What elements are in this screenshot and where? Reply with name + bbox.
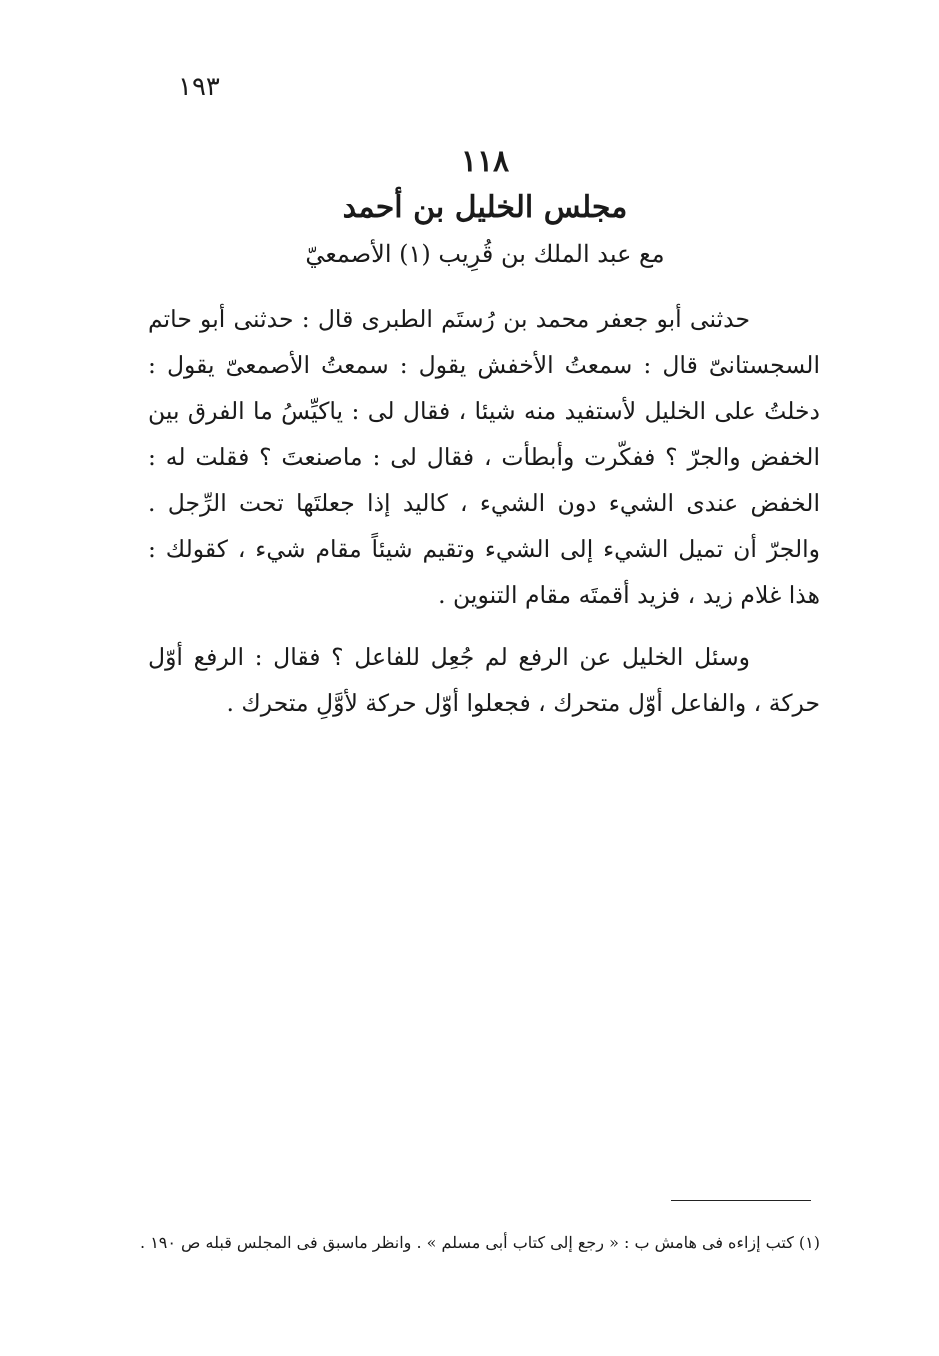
page-number: ١٩٣ [178,72,220,102]
section-number: ١١٨ [460,144,510,179]
section-header [150,140,820,276]
footnote-1: (١) كتب إزاءه فى هامش ب : « رجع إلى كتاب أبى مسلم » . وانظر ماسبق فى المجلس قبله ص ١٩٠ . [140,1233,820,1252]
body-text [148,296,820,742]
footnote-divider [671,1200,811,1201]
paragraph-1: حدثنى أبو جعفر محمد بن رُستَم الطبرى قال : حدثنى أبو حاتم السجستانىّ قال : سمعتُ الأخفش يقول : سمعتُ الأصمعىّ يقول : دخلتُ على الخليل لأستفيد منه شيئا ، فقال لى : ياكيِّسُ ما الفرق بين الخفض والجرّ ؟ ففكّرت وأبطأت ، فقال لى : ماصنعتَ ؟ فقلت له : الخفض عندى الشيء دون الشيء ، كاليد إذا جعلتَها تحت الرِّجل . والجرّ أن تميل الشيء إلى الشيء وتقيم شيئاً مقام شيء ، كقولك : هذا غلام زيد ، فزيد أقمتَه مقام التنوين . [148,305,820,609]
paragraph-2: وسئل الخليل عن الرفع لم جُعِل للفاعل ؟ فقال : الرفع أوّل حركة ، والفاعل أوّل متحرك ، فجعلوا أوّل حركة لأوَّلِ متحرك . [148,643,820,717]
majlis-subtitle: مع عبد الملك بن قُرِيب (١) الأصمعيّ [305,240,665,268]
majlis-title: مجلس الخليل بن أحمد [342,190,628,225]
